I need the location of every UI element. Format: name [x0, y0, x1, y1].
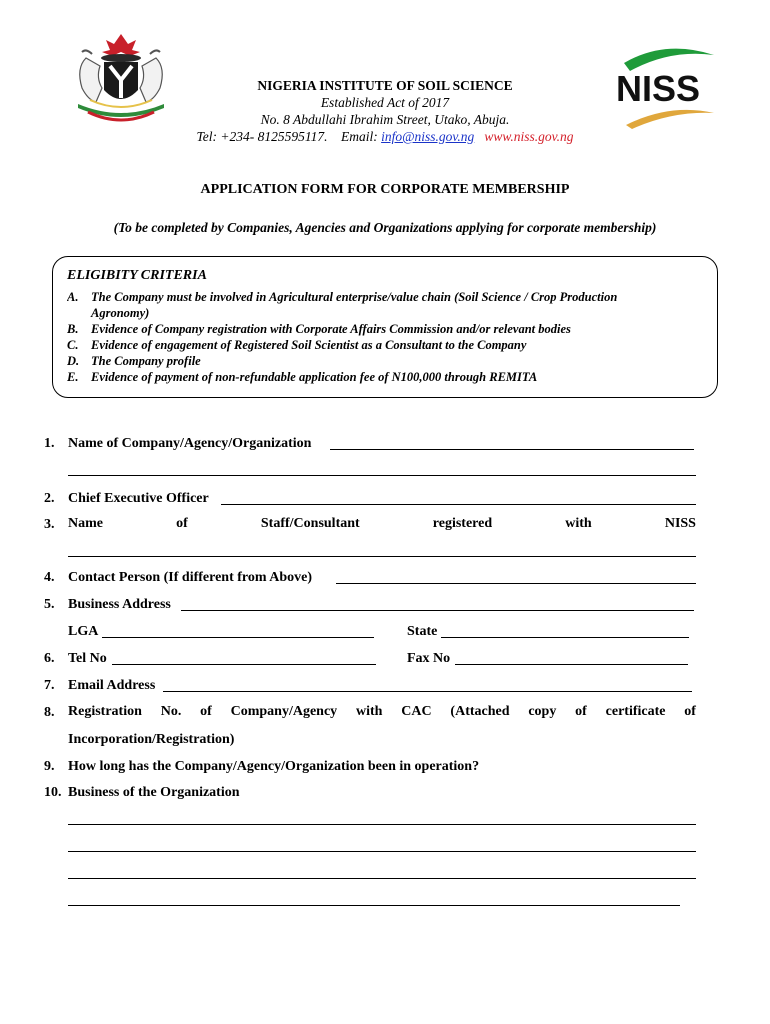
- q3-number: 3.: [44, 517, 55, 532]
- q8-label: Registration No. of Company/Agency with CAC (Attached copy of certificate of: [68, 704, 696, 719]
- state-field[interactable]: [441, 637, 689, 638]
- svg-text:NISS: NISS: [616, 68, 701, 109]
- criterion-e: E. Evidence of payment of non-refundable application fee of N100,000 through REMITA: [67, 370, 538, 384]
- criterion-a: A. The Company must be involved in Agricultural enterprise/value chain (Soil Science / Crop Production: [67, 290, 618, 304]
- fax-field[interactable]: [455, 664, 688, 665]
- criterion-d: D. The Company profile: [67, 354, 201, 368]
- form-subtitle: (To be completed by Companies, Agencies and Organizations applying for corporate membership): [113, 220, 657, 235]
- criterion-a-cont: Agronomy): [91, 306, 150, 320]
- lga-field[interactable]: [102, 637, 374, 638]
- eligibility-title: ELIGIBITY CRITERIA: [67, 268, 207, 283]
- q5-number: 5.: [44, 597, 55, 612]
- company-name-field[interactable]: [330, 449, 694, 450]
- tel-text: Tel: +234- 8125595117.: [196, 129, 328, 144]
- address-line: No. 8 Abdullahi Ibrahim Street, Utako, Abuja.: [260, 112, 510, 127]
- business-field-line3[interactable]: [68, 878, 696, 879]
- business-field-line4[interactable]: [68, 905, 680, 906]
- q8-label-cont: Incorporation/Registration): [68, 732, 235, 747]
- q8-number: 8.: [44, 705, 55, 720]
- q2-label: Chief Executive Officer: [68, 491, 209, 506]
- criterion-b: B. Evidence of Company registration with Corporate Affairs Commission and/or relevant bodies: [67, 322, 571, 336]
- company-name-field-line2[interactable]: [68, 475, 696, 476]
- contact-person-field[interactable]: [336, 583, 696, 584]
- letterhead: [0, 77, 770, 145]
- q3-label: Name of Staff/Consultant registered with NISS: [68, 516, 696, 531]
- ceo-field[interactable]: [221, 504, 696, 505]
- email-address-field[interactable]: [163, 691, 692, 692]
- email-link[interactable]: info@niss.gov.ng: [381, 129, 475, 144]
- business-field-line1[interactable]: [68, 824, 696, 825]
- form-title: APPLICATION FORM FOR CORPORATE MEMBERSHIP: [200, 182, 570, 197]
- lga-label: LGA: [68, 624, 99, 639]
- q9-label: How long has the Company/Agency/Organization been in operation?: [68, 759, 480, 774]
- fax-label: Fax No: [407, 651, 451, 666]
- q9-number: 9.: [44, 759, 55, 774]
- q1-number: 1.: [44, 436, 55, 451]
- q10-label: Business of the Organization: [68, 785, 240, 800]
- website-link[interactable]: www.niss.gov.ng: [484, 129, 574, 144]
- email-label: Email:: [340, 129, 378, 144]
- contact-line: [0, 128, 770, 145]
- q7-label: Email Address: [68, 678, 156, 693]
- q1-label: Name of Company/Agency/Organization: [68, 436, 312, 451]
- institute-name: NIGERIA INSTITUTE OF SOIL SCIENCE: [257, 78, 513, 93]
- criterion-c: C. Evidence of engagement of Registered Soil Scientist as a Consultant to the Company: [67, 338, 527, 352]
- established-line: Established Act of 2017: [320, 95, 450, 110]
- q4-number: 4.: [44, 570, 55, 585]
- staff-consultant-field[interactable]: [68, 556, 696, 557]
- q2-number: 2.: [44, 491, 55, 506]
- q6-label: Tel No: [68, 651, 107, 666]
- q4-label: Contact Person (If different from Above): [68, 570, 313, 585]
- q10-number: 10.: [44, 785, 62, 800]
- business-field-line2[interactable]: [68, 851, 696, 852]
- tel-field[interactable]: [112, 664, 376, 665]
- q5-label: Business Address: [68, 597, 171, 612]
- q7-number: 7.: [44, 678, 55, 693]
- business-address-field[interactable]: [181, 610, 694, 611]
- q6-number: 6.: [44, 651, 55, 666]
- state-label: State: [407, 624, 438, 639]
